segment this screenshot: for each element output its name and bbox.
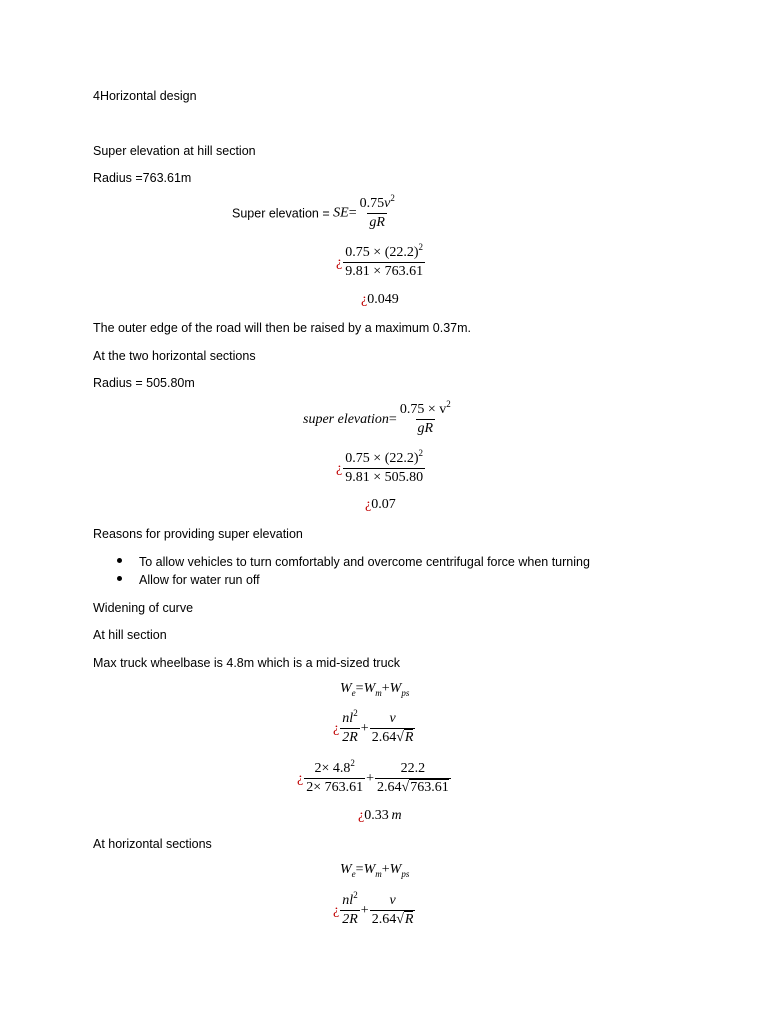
bullet-icon bbox=[117, 576, 122, 581]
truck-wheelbase-note: Max truck wheelbase is 4.8m which is a mid-sized truck bbox=[93, 656, 401, 670]
horizontal-result: ¿0.07 bbox=[365, 497, 396, 512]
widening-title: Widening of curve bbox=[93, 601, 194, 615]
reason-item: Allow for water run off bbox=[139, 573, 260, 587]
bullet-icon bbox=[117, 558, 122, 563]
horizontal-title: At the two horizontal sections bbox=[93, 349, 256, 363]
hill-widening-formula: ¿ $\frac{nl^2}{2R}$ + $\frac{v}{2.64√R}$ bbox=[333, 708, 414, 745]
horizontal-widening-equation: $W_e=W_m+W_{ps}$ bbox=[340, 862, 410, 879]
hill-widening-equation: $W_e=W_m+W_{ps}$ bbox=[340, 681, 410, 698]
hill-widening-result: ¿0.33 m bbox=[358, 808, 402, 823]
hill-se-equation: Super elevation = SE= $\frac{0.75v^2}{gR}$ bbox=[232, 193, 395, 230]
widening-hill-title: At hill section bbox=[93, 628, 167, 642]
hill-superelevation-title: Super elevation at hill section bbox=[93, 144, 256, 158]
reasons-title: Reasons for providing super elevation bbox=[93, 527, 303, 541]
hill-widening-substitution: ¿ $\frac{2\times 4.8^2}{2\times 763.61}$ + $\frac{22.2}{2.64√763.61}$ bbox=[297, 758, 449, 795]
hill-note: The outer edge of the road will then be raised by a maximum 0.37m. bbox=[93, 321, 471, 335]
horizontal-se-equation: super elevation= $\frac{0.75 \times v^2}{gR}$ bbox=[303, 399, 451, 436]
horizontal-substitution: ¿ $\frac{0.75 \times (22.2)^2}{9.81 \times 505.80}$ bbox=[336, 448, 424, 485]
hill-result: ¿0.049 bbox=[361, 292, 399, 307]
section-heading: 4Horizontal design bbox=[93, 89, 197, 103]
hill-substitution: ¿ $\frac{0.75 \times (22.2)^2}{9.81 \times 763.61}$ bbox=[336, 242, 424, 279]
se-fraction: $\frac{0.75v^2}{gR}$ bbox=[359, 193, 395, 230]
horizontal-widening-formula: ¿ $\frac{nl^2}{2R}$ + $\frac{v}{2.64√R}$ bbox=[333, 890, 414, 927]
hill-radius: Radius =763.61m bbox=[93, 171, 192, 185]
widening-horizontal-title: At horizontal sections bbox=[93, 837, 212, 851]
horizontal-radius: Radius = 505.80m bbox=[93, 376, 195, 390]
reason-item: To allow vehicles to turn comfortably and overcome centrifugal force when turning bbox=[139, 555, 590, 569]
